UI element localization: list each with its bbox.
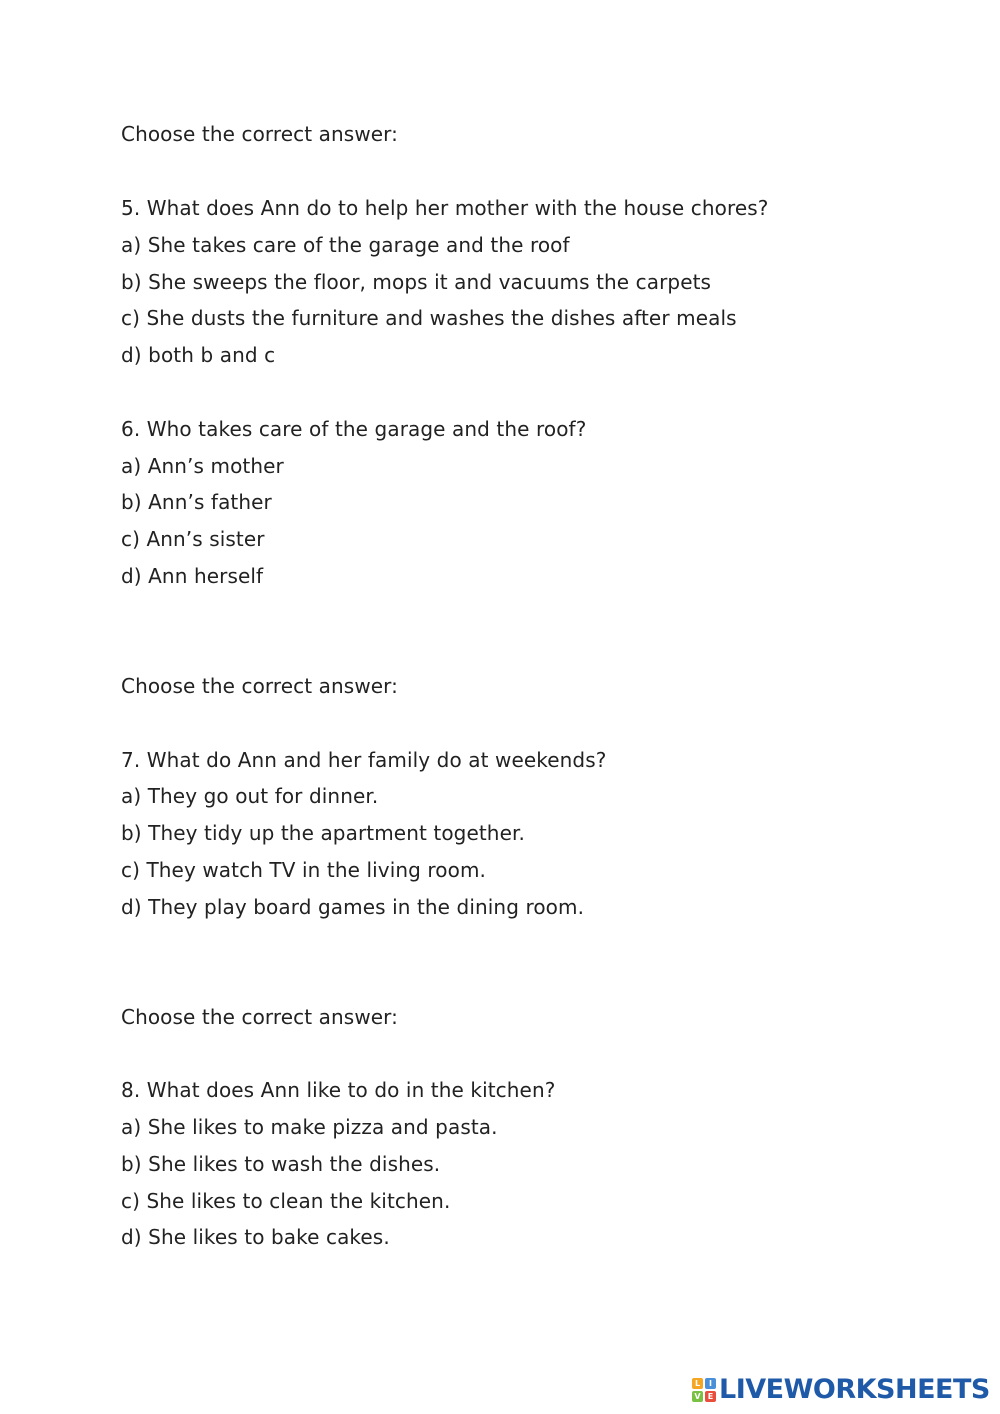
answer-option[interactable]: b) Ann’s father	[121, 490, 272, 514]
answer-option[interactable]: a) She likes to make pizza and pasta.	[121, 1115, 498, 1139]
question-prompt: 5. What does Ann do to help her mother with the house chores?	[121, 196, 769, 220]
answer-option[interactable]: c) She likes to clean the kitchen.	[121, 1189, 451, 1213]
answer-option[interactable]: a) She takes care of the garage and the roof	[121, 233, 570, 257]
answer-option[interactable]: b) She likes to wash the dishes.	[121, 1152, 441, 1176]
question-prompt: 6. Who takes care of the garage and the roof?	[121, 417, 587, 441]
logo-block: V	[692, 1391, 703, 1402]
answer-option[interactable]: b) They tidy up the apartment together.	[121, 821, 525, 845]
brand-wordmark: LIVEWORKSHEETS	[719, 1374, 990, 1405]
answer-option[interactable]: d) They play board games in the dining room.	[121, 895, 585, 919]
section-instruction: Choose the correct answer:	[121, 1005, 398, 1029]
answer-option[interactable]: d) She likes to bake cakes.	[121, 1225, 390, 1249]
section-instruction: Choose the correct answer:	[121, 674, 398, 698]
liveworksheets-logo	[692, 1374, 990, 1406]
answer-option[interactable]: a) They go out for dinner.	[121, 784, 379, 808]
answer-option[interactable]: c) They watch TV in the living room.	[121, 858, 486, 882]
answer-option[interactable]: c) She dusts the furniture and washes the dishes after meals	[121, 306, 737, 330]
answer-option[interactable]: a) Ann’s mother	[121, 454, 284, 478]
answer-option[interactable]: b) She sweeps the floor, mops it and vacuums the carpets	[121, 270, 712, 294]
answer-option[interactable]: d) Ann herself	[121, 564, 264, 588]
logo-block: E	[705, 1391, 716, 1402]
logo-block: I	[705, 1378, 716, 1389]
logo-block: L	[692, 1378, 703, 1389]
question-prompt: 8. What does Ann like to do in the kitchen?	[121, 1078, 556, 1102]
question-prompt: 7. What do Ann and her family do at weekends?	[121, 748, 607, 772]
answer-option[interactable]: d) both b and c	[121, 343, 276, 367]
answer-option[interactable]: c) Ann’s sister	[121, 527, 265, 551]
section-instruction: Choose the correct answer:	[121, 122, 398, 146]
logo-blocks-icon	[692, 1378, 716, 1402]
